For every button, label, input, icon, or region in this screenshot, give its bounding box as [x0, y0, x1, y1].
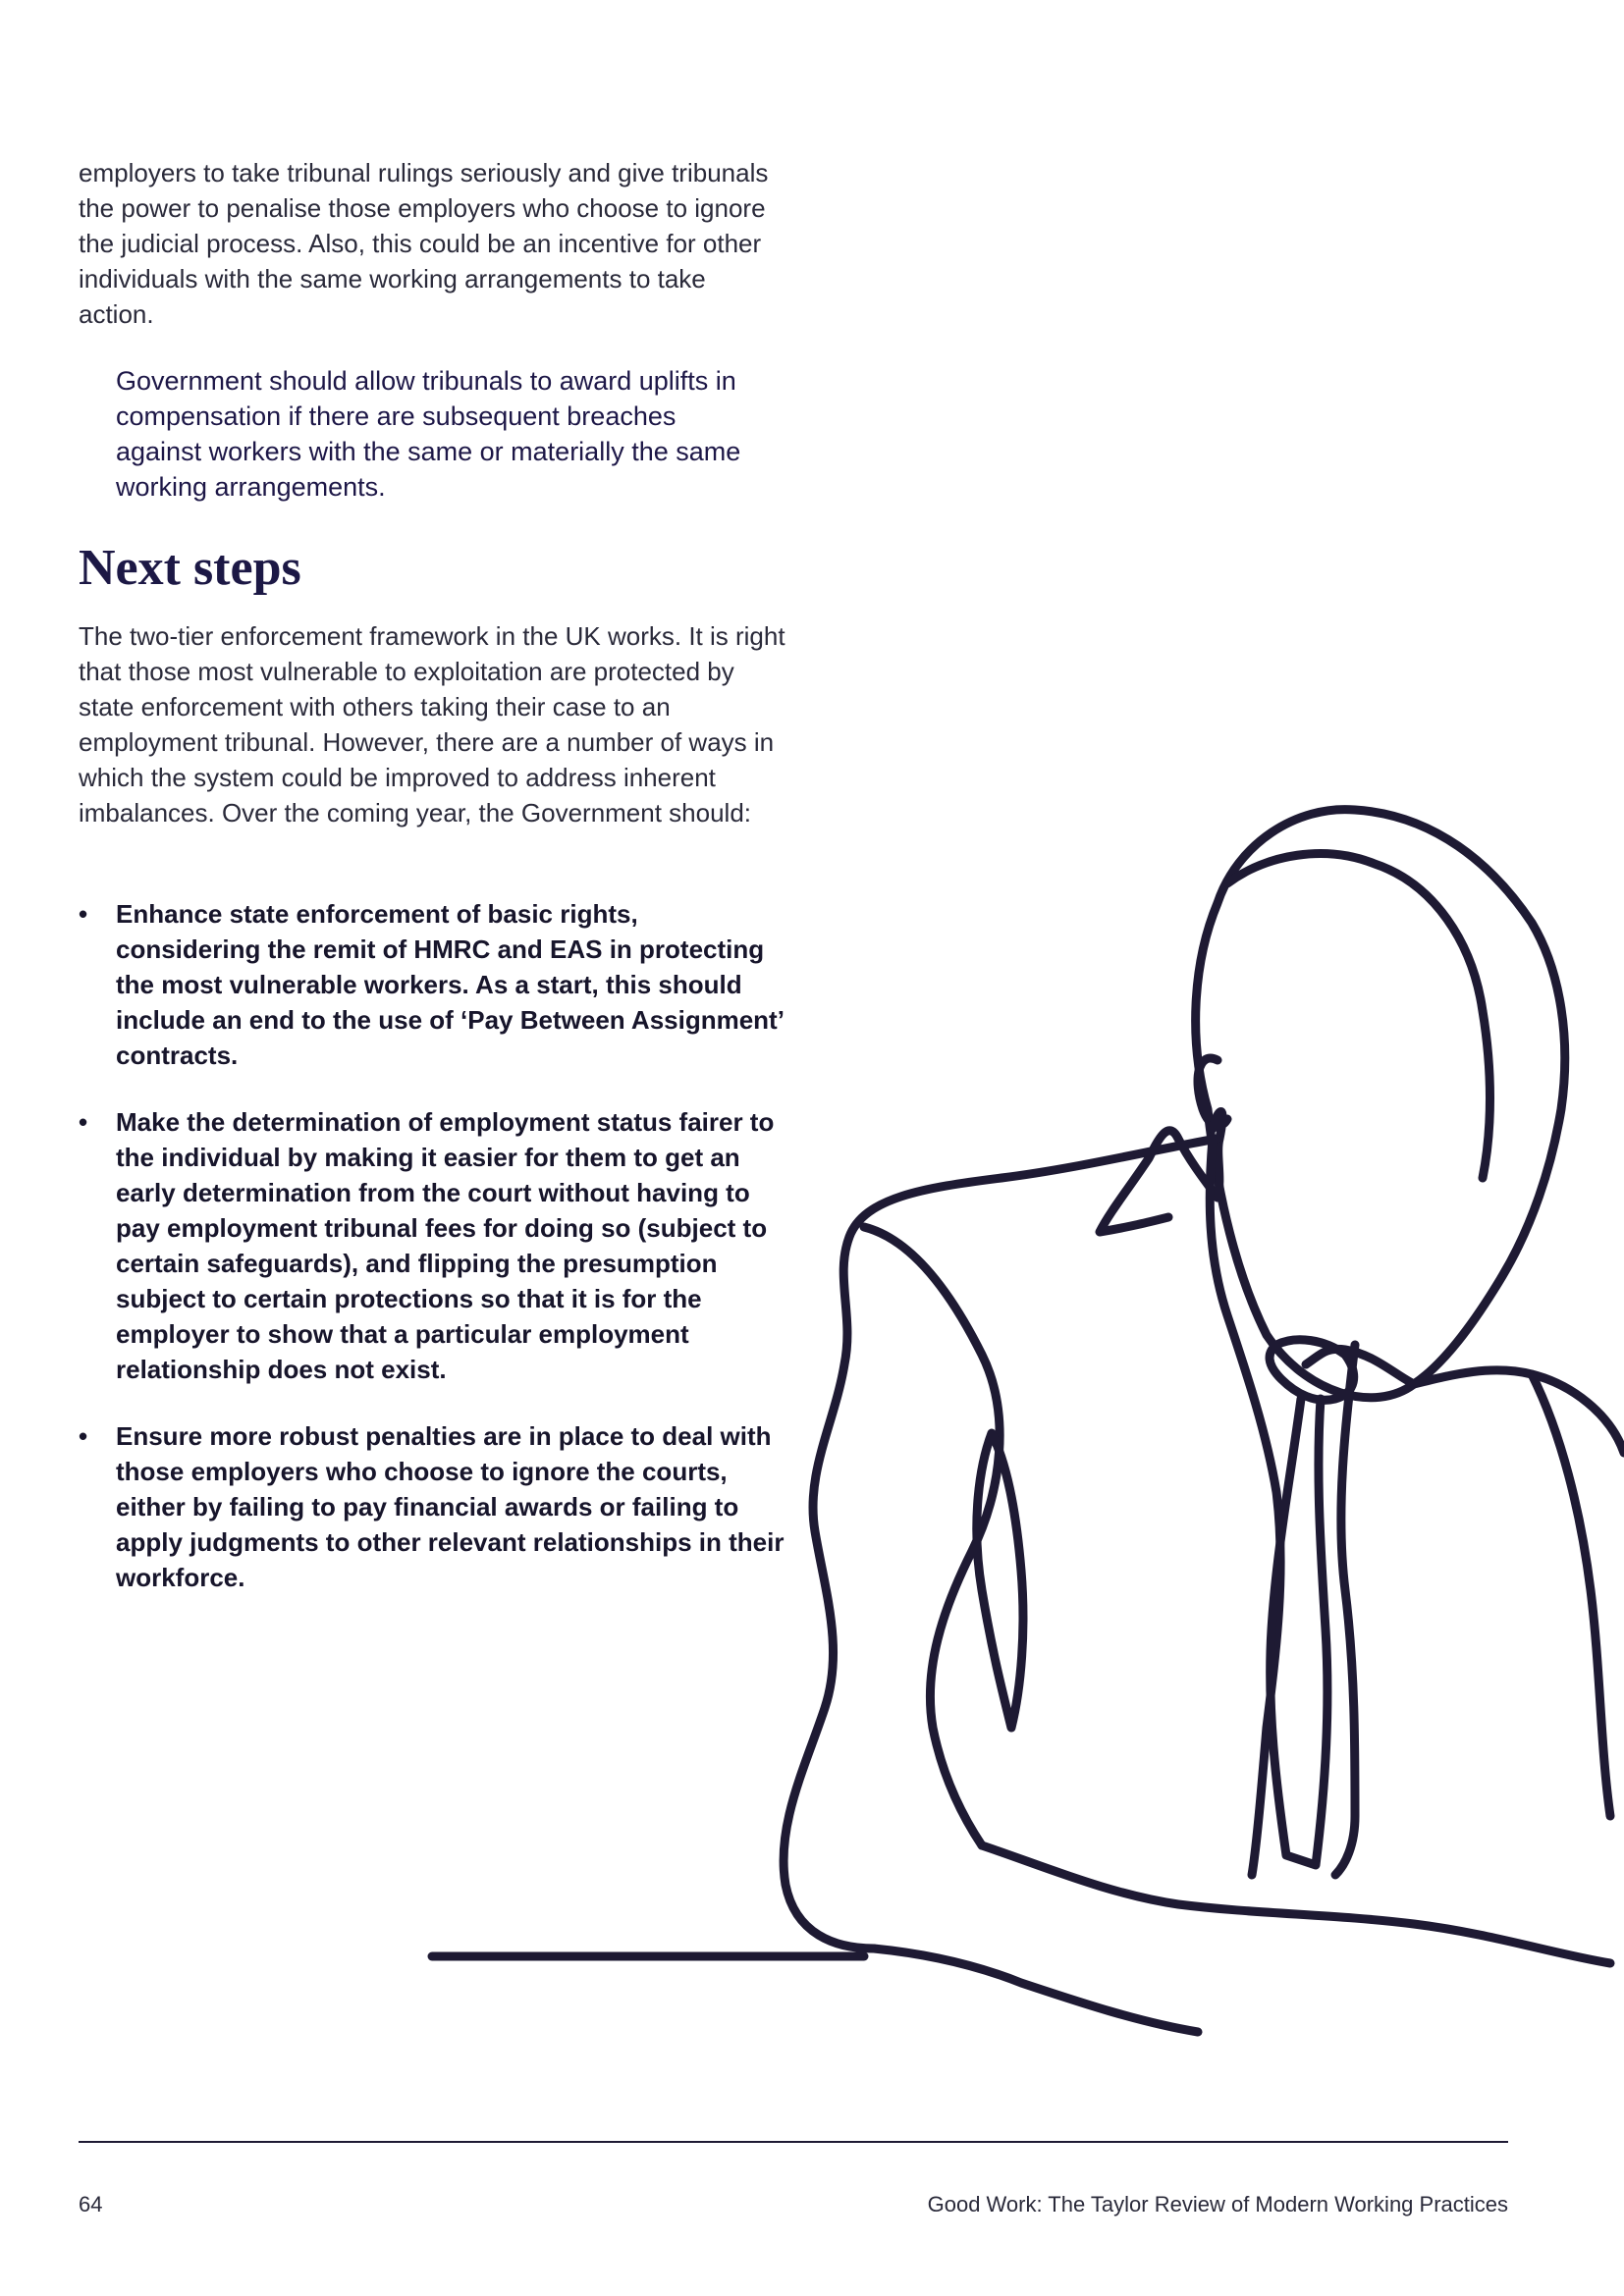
- lapel-right: [1335, 1345, 1355, 1875]
- collar-right: [1306, 1349, 1414, 1384]
- list-item-text: Ensure more robust penalties are in place to deal with those employers who choose to ignore the courts, either by failing to pay financial awards or failing to apply judgments to other relevant relationships in their workforce.: [116, 1421, 785, 1592]
- footer-divider: [79, 2141, 1508, 2143]
- hair-line: [1227, 854, 1490, 1178]
- head-outline: [1196, 810, 1565, 1398]
- document-title: Good Work: The Taylor Review of Modern Working Practices: [927, 2192, 1508, 2216]
- bullet-icon: •: [79, 1421, 88, 1451]
- collar-left: [1100, 1112, 1222, 1233]
- list-item-text: Make the determination of employment status fairer to the individual by making it easier for them to get an early determination from the court without having to pay employment tribunal fees for doing so (subject to certain safeguards), and flipping the presumption subject to certain protections so that it is for the employer to show that a particular employment relationship does not exist.: [116, 1107, 775, 1384]
- bullet-icon: •: [79, 1107, 88, 1137]
- lapel-left: [1210, 1139, 1280, 1875]
- left-shoulder: [784, 1139, 1218, 1949]
- next-steps-paragraph: The two-tier enforcement framework in the UK works. It is right that those most vulnerable to exploitation are protected by state enforcement with others taking their case to an employment tribunal. However, there are a number of ways in which the system could be improved to address inherent imbalances. Over the coming year, the Government should:: [79, 621, 785, 828]
- line-drawing-illustration: [412, 785, 1624, 2061]
- section-heading: Next steps: [79, 540, 301, 596]
- right-arm: [1532, 1374, 1610, 1816]
- recommendation-callout: Government should allow tribunals to award uplifts in compensation if there are subsequent breaches against workers with the same or materially the same working arrangements.: [116, 366, 741, 502]
- wrist-line: [874, 1949, 1198, 2032]
- right-shoulder: [1414, 1370, 1624, 1453]
- intro-paragraph: employers to take tribunal rulings seriously and give tribunals the power to penalise those employers who choose to ignore the judicial process. Also, this could be an incentive for other individuals with the same working arrangements to take action.: [79, 158, 769, 329]
- list-item-text: Enhance state enforcement of basic rights, considering the remit of HMRC and EAS in protecting the most vulnerable workers. As a start, this should include an end to the use of ‘Pay Between Assignment’ contracts.: [116, 899, 784, 1070]
- bullet-icon: •: [79, 899, 88, 929]
- page-number: 64: [79, 2192, 103, 2216]
